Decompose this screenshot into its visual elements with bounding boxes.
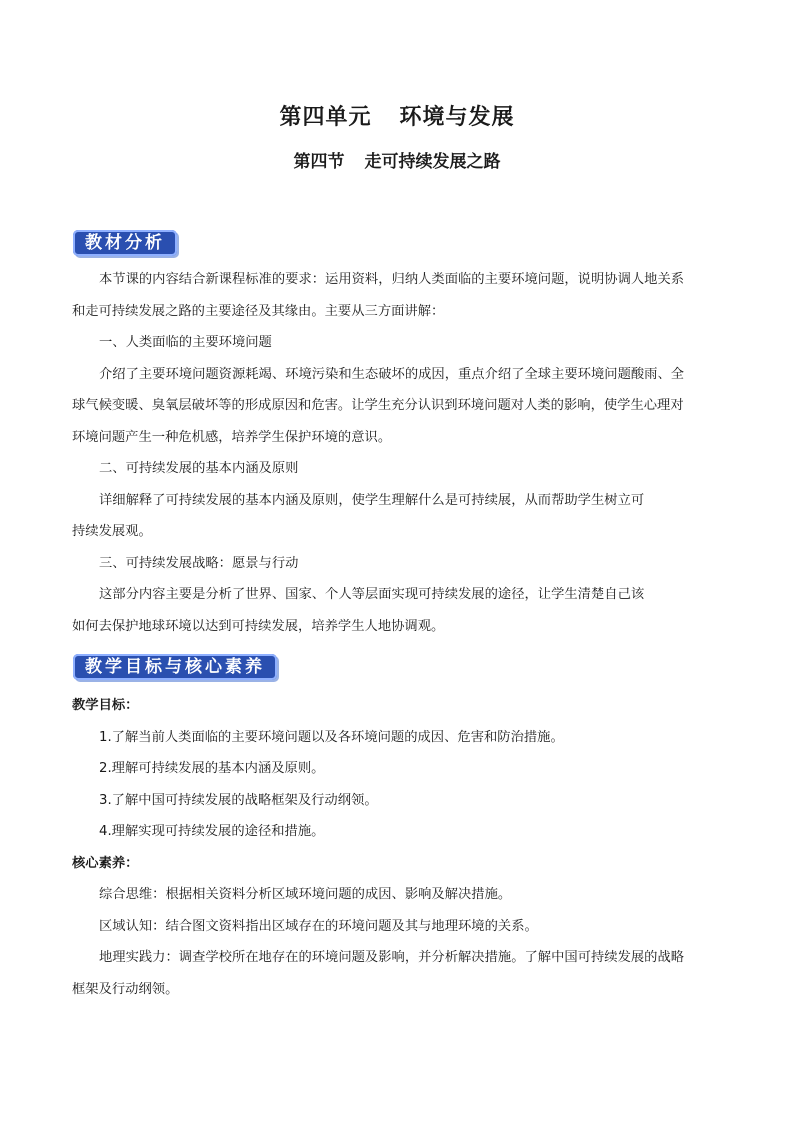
analysis-heading: 一、人类面临的主要环境问题 — [99, 335, 272, 350]
textbook-analysis-badge: 教材分析 — [73, 230, 177, 256]
core-item: 地理实践力：调查学校所在地存在的环境问题及影响，并分析解决措施。了解中国可持续发展的战略 — [99, 950, 685, 965]
analysis-line: 和走可持续发展之路的主要途径及其缘由。主要从三方面讲解： — [72, 303, 445, 319]
analysis-line: 球气候变暖、臭氧层破坏等的形成原因和危害。让学生充分认识到环境问题对人类的影响，使学生心理对 — [72, 398, 684, 413]
textbook-analysis-body — [72, 264, 732, 642]
unit-title-part2: 环境与发展 — [399, 104, 515, 130]
goal-item: 1.了解当前人类面临的主要环境问题以及各环境问题的成因、危害和防治措施。 — [99, 729, 564, 745]
analysis-line: 本节课的内容结合新课程标准的要求：运用资料，归纳人类面临的主要环境问题，说明协调人地关系 — [99, 272, 685, 287]
analysis-heading: 二、可持续发展的基本内涵及原则 — [99, 461, 299, 476]
goals-heading: 教学目标： — [72, 698, 139, 713]
goal-item: 3.了解中国可持续发展的战略框架及行动纲领。 — [99, 792, 378, 808]
analysis-line: 如何去保护地球环境以达到可持续发展，培养学生人地协调观。 — [72, 618, 445, 634]
subtitle-part1: 第四节 — [293, 152, 345, 172]
unit-title — [0, 100, 794, 131]
unit-title-part1: 第四单元 — [279, 104, 372, 130]
teaching-goals-badge: 教学目标与核心素养 — [73, 654, 277, 680]
goal-item: 4.理解实现可持续发展的途径和措施。 — [99, 824, 325, 839]
core-item: 区域认知：结合图文资料指出区域存在的环境问题及其与地理环境的关系。 — [99, 918, 538, 934]
core-item: 综合思维：根据相关资料分析区域环境问题的成因、影响及解决措施。 — [99, 887, 512, 902]
analysis-line: 持续发展观。 — [72, 524, 152, 539]
subtitle-part2: 走可持续发展之路 — [364, 152, 501, 172]
analysis-line: 这部分内容主要是分析了世界、国家、个人等层面实现可持续发展的途径，让学生清楚自己该 — [99, 587, 645, 602]
analysis-line: 介绍了主要环境问题资源耗竭、环境污染和生态破坏的成因，重点介绍了全球主要环境问题酸雨、全 — [99, 366, 685, 382]
analysis-line: 详细解释了可持续发展的基本内涵及原则，使学生理解什么是可持续展，从而帮助学生树立可 — [99, 492, 645, 508]
teaching-goals-body — [72, 690, 732, 1005]
goal-item: 2.理解可持续发展的基本内涵及原则。 — [99, 761, 325, 776]
analysis-line: 环境问题产生一种危机感，培养学生保护环境的意识。 — [72, 429, 392, 445]
analysis-heading: 三、可持续发展战略：愿景与行动 — [99, 555, 299, 571]
core-item: 框架及行动纲领。 — [72, 981, 179, 997]
section-subtitle — [0, 147, 794, 172]
core-heading: 核心素养： — [72, 855, 139, 871]
